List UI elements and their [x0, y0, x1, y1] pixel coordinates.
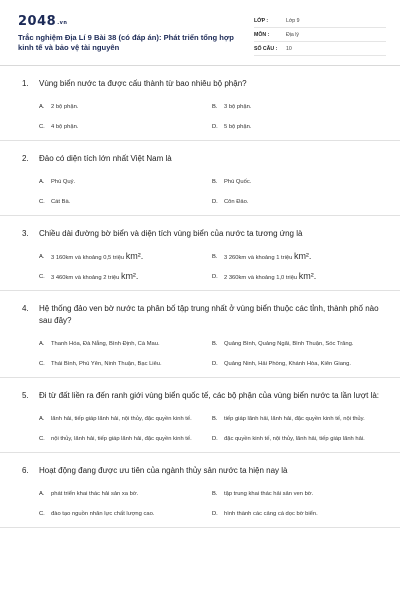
option-letter: B.	[212, 179, 218, 185]
option-letter: A.	[39, 254, 45, 260]
option-letter: A.	[39, 341, 45, 347]
option-d[interactable]	[212, 272, 382, 282]
option-d[interactable]	[212, 359, 382, 369]
option-letter: C.	[39, 124, 45, 130]
unit-km2: km².	[293, 251, 312, 261]
question-list	[0, 66, 400, 528]
option-text	[51, 272, 144, 282]
option-b[interactable]	[212, 414, 382, 424]
option-text: Cát Bà.	[51, 199, 71, 205]
option-letter: C.	[39, 511, 45, 517]
meta-label: MÔN :	[254, 31, 270, 38]
option-c[interactable]	[39, 122, 212, 132]
question-3	[0, 216, 400, 291]
option-text: Quảng Bình, Quảng Ngãi, Bình Thuận, Sóc Trăng.	[224, 341, 354, 347]
option-c[interactable]	[39, 434, 212, 444]
option-text: phát triển khai thác hải sản xa bờ.	[51, 491, 139, 497]
option-c[interactable]	[39, 197, 212, 207]
option-b[interactable]	[212, 102, 382, 112]
option-letter: C.	[39, 274, 45, 280]
document-title: Trắc nghiệm Địa Lí 9 Bài 38 (có đáp án): Phát triển tổng hợp kinh tế và bảo vệ tài nguyên	[18, 33, 234, 52]
question-text: Hoạt động đang được ưu tiên của ngành thủy sản nước ta hiện nay là	[39, 466, 288, 475]
option-b[interactable]	[212, 177, 382, 187]
option-letter: A.	[39, 104, 45, 110]
option-text: tiếp giáp lãnh hải, lãnh hải, đặc quyền kinh tế, nội thủy.	[224, 416, 365, 422]
question-number: 6.	[22, 466, 29, 475]
option-letter: A.	[39, 416, 45, 422]
option-c[interactable]	[39, 509, 212, 519]
meta-row-count	[254, 42, 386, 56]
question-number: 5.	[22, 391, 29, 400]
option-c[interactable]	[39, 359, 212, 369]
option-letter: C.	[39, 436, 45, 442]
option-text: tập trung khai thác hải sản ven bờ.	[224, 491, 314, 497]
option-letter: C.	[39, 361, 45, 367]
option-a[interactable]	[39, 414, 212, 424]
unit-km2: km².	[125, 251, 144, 261]
option-text: Quảng Ninh, Hải Phòng, Khánh Hòa, Kiên Giang.	[224, 361, 351, 367]
option-text: 4 bộ phận.	[51, 124, 79, 130]
option-text	[224, 252, 317, 262]
option-letter: D.	[212, 436, 218, 442]
option-text: nội thủy, lãnh hải, tiếp giáp lãnh hải, đặc quyền kinh tế.	[51, 436, 192, 442]
meta-value: Lớp 9	[286, 17, 300, 24]
question-5	[0, 378, 400, 453]
meta-label: SỐ CÂU :	[254, 45, 278, 52]
option-c[interactable]	[39, 272, 212, 282]
option-a[interactable]	[39, 489, 212, 499]
option-letter: A.	[39, 179, 45, 185]
question-number: 3.	[22, 229, 29, 238]
question-text: Vùng biển nước ta được cấu thành từ bao nhiêu bộ phận?	[39, 79, 247, 88]
option-text: 3 bộ phận.	[224, 104, 252, 110]
option-text: Phú Quý.	[51, 179, 76, 185]
options-grid	[39, 177, 382, 207]
meta-row-subject	[254, 28, 386, 42]
option-letter: B.	[212, 491, 218, 497]
option-letter: D.	[212, 361, 218, 367]
option-text: 2 bộ phận.	[51, 104, 79, 110]
option-text-main: 3 260km và khoảng 1 triệu	[224, 255, 294, 261]
option-letter: B.	[212, 341, 218, 347]
option-letter: D.	[212, 511, 218, 517]
option-d[interactable]	[212, 197, 382, 207]
question-text: Chiều dài đường bờ biển và diện tích vùng biển của nước ta tương ứng là	[39, 229, 303, 238]
unit-km2: km².	[120, 271, 139, 281]
logo-suffix: .vn	[57, 20, 68, 26]
option-letter: A.	[39, 491, 45, 497]
question-1	[0, 66, 400, 141]
option-text: hình thành các cảng cá dọc bờ biển.	[224, 511, 318, 517]
option-text-main: 3 460km và khoảng 2 triệu	[51, 275, 121, 281]
option-letter: B.	[212, 254, 218, 260]
meta-label: LỚP :	[254, 17, 269, 24]
question-number: 2.	[22, 154, 29, 163]
option-letter: B.	[212, 104, 218, 110]
option-text	[224, 272, 322, 282]
option-a[interactable]	[39, 177, 212, 187]
option-letter: C.	[39, 199, 45, 205]
meta-row-class	[254, 14, 386, 28]
option-text-main: 2 360km và khoảng 1,0 triệu	[224, 275, 299, 281]
option-text: Thanh Hóa, Đà Nẵng, Bình Định, Cà Mau.	[51, 341, 160, 347]
question-2	[0, 141, 400, 216]
option-text: Côn Đảo.	[224, 199, 249, 205]
option-b[interactable]	[212, 489, 382, 499]
meta-value: 10	[286, 45, 292, 52]
option-text: Phú Quốc.	[224, 179, 252, 185]
option-d[interactable]	[212, 434, 382, 444]
page-header	[0, 0, 400, 66]
question-6	[0, 453, 400, 528]
option-text: 5 bộ phận.	[224, 124, 252, 130]
question-text: Đi từ đất liền ra đến ranh giới vùng biển quốc tế, các bộ phận của vùng biển nước ta lần lượt là:	[39, 391, 380, 400]
option-text: đặc quyền kinh tế, nội thủy, lãnh hải, tiếp giáp lãnh hải.	[224, 436, 365, 442]
option-text	[51, 252, 149, 262]
option-text: Thái Bình, Phú Yên, Ninh Thuận, Bạc Liêu.	[51, 361, 162, 367]
option-letter: D.	[212, 199, 218, 205]
options-grid	[39, 489, 382, 519]
option-text-main: 3 160km và khoảng 0,5 triệu	[51, 255, 126, 261]
options-grid	[39, 102, 382, 132]
meta-value: Địa lý	[286, 31, 299, 38]
option-letter: B.	[212, 416, 218, 422]
option-text: lãnh hải, tiếp giáp lãnh hải, nội thủy, đặc quyền kinh tế.	[51, 416, 192, 422]
option-letter: D.	[212, 274, 218, 280]
meta-table	[254, 14, 386, 56]
option-a[interactable]	[39, 339, 212, 349]
options-grid	[39, 414, 382, 444]
question-4	[0, 291, 400, 378]
options-grid	[39, 339, 382, 369]
option-d[interactable]	[212, 122, 382, 132]
option-b[interactable]	[212, 252, 382, 262]
logo-text: 2048	[18, 14, 57, 29]
option-d[interactable]	[212, 509, 382, 519]
question-number: 1.	[22, 79, 29, 88]
option-letter: D.	[212, 124, 218, 130]
question-number: 4.	[22, 304, 29, 313]
question-text: Hệ thống đảo ven bờ nước ta phân bố tập trung nhất ở vùng biển thuộc các tỉnh, thành phố nào sau đây?	[39, 304, 379, 325]
option-a[interactable]	[39, 102, 212, 112]
option-text: đào tạo nguồn nhân lực chất lượng cao.	[51, 511, 155, 517]
option-a[interactable]	[39, 252, 212, 262]
options-grid	[39, 252, 382, 282]
unit-km2: km².	[298, 271, 317, 281]
option-b[interactable]	[212, 339, 382, 349]
question-text: Đảo có diện tích lớn nhất Việt Nam là	[39, 154, 172, 163]
